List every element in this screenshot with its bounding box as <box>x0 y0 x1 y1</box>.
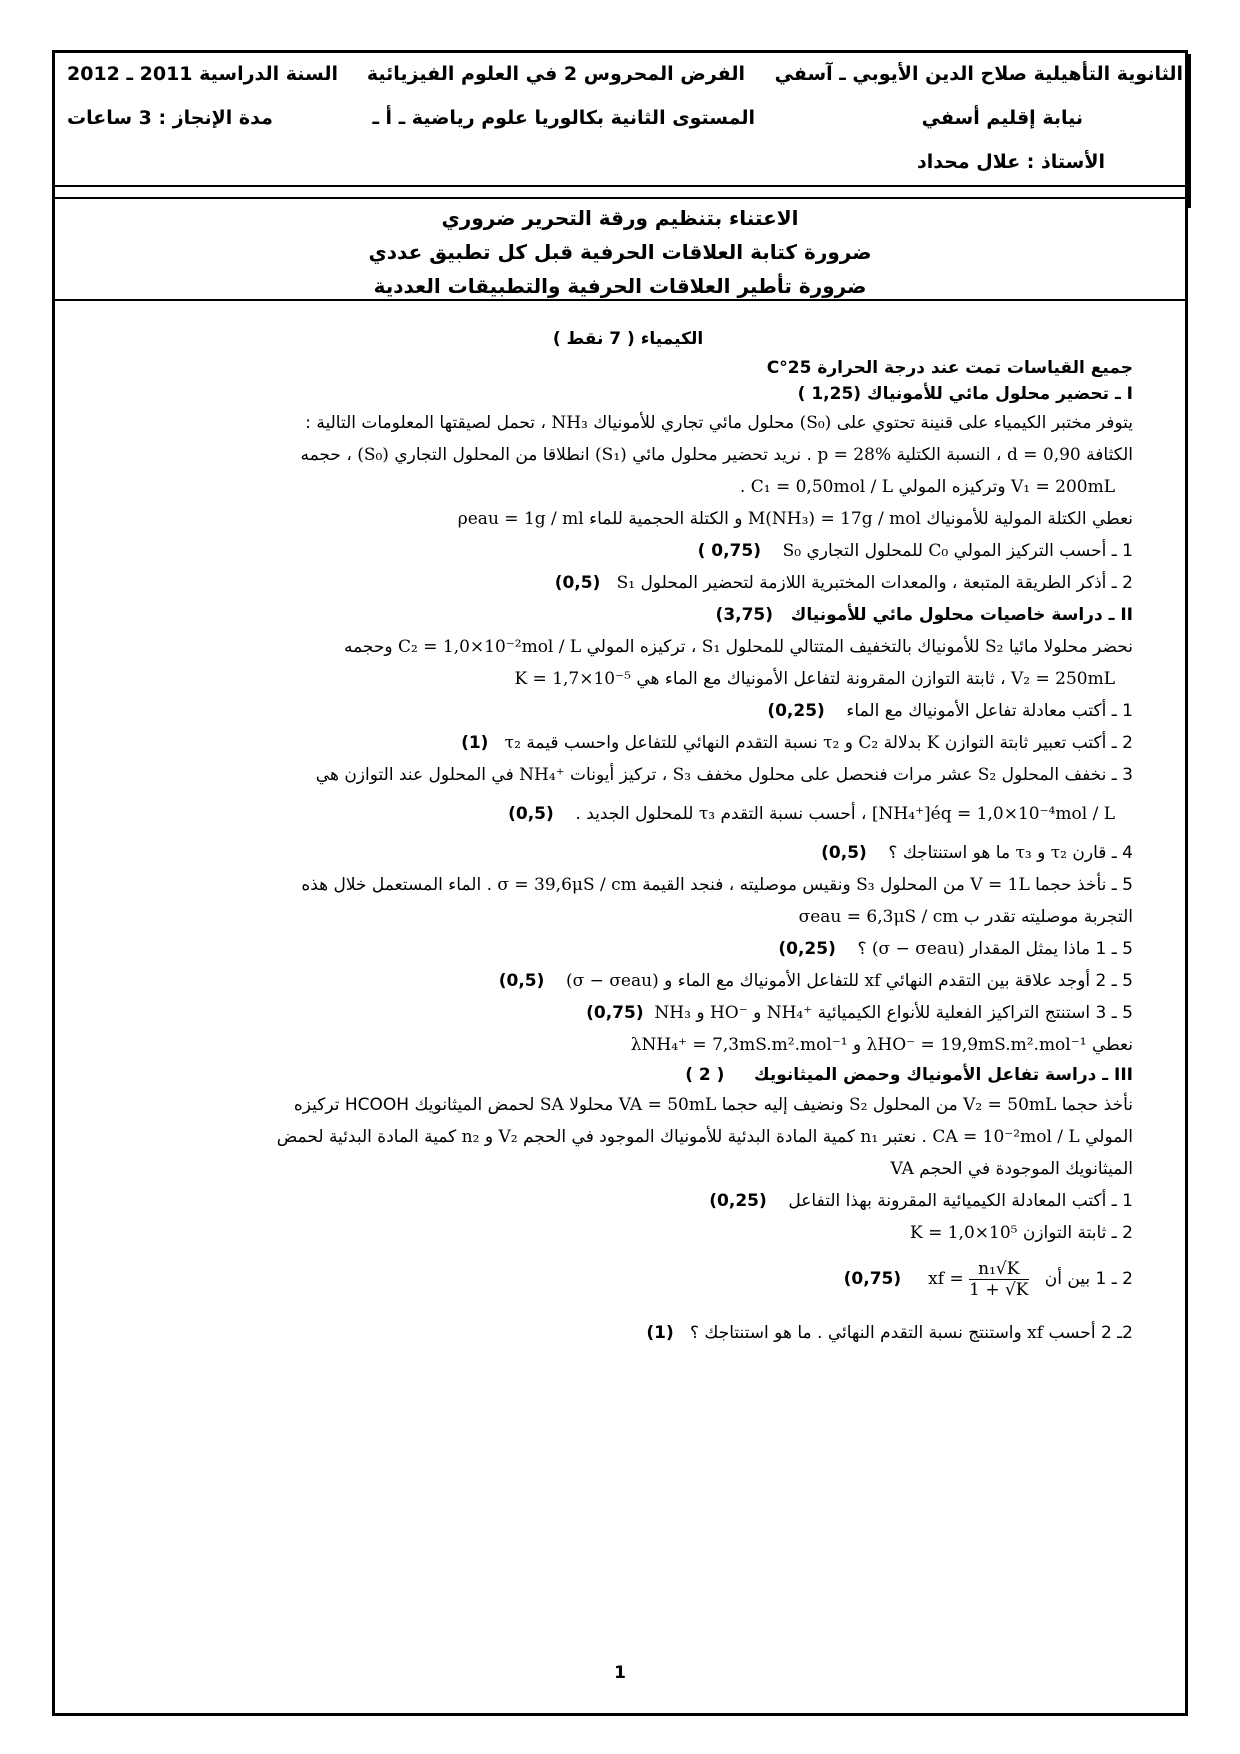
question-2-3: 3 ـ نخفف المحلول S₂ عشر مرات فنحصل على محلول مخفف S₃ ، تركيز أيونات NH₄⁺ في المحلول عند التوازن هي <box>315 765 1133 785</box>
conductivity-data: نعطي λHO⁻ = 19,9mS.m².mol⁻¹ و λNH₄⁺ = 7,3mS.m².mol⁻¹ <box>630 1035 1133 1055</box>
question-3-2: 2 ـ ثابتة التوازن K = 1,0×10⁵ <box>909 1223 1133 1243</box>
page-number: 1 <box>614 1663 626 1683</box>
page-frame <box>52 50 1188 1716</box>
section-2-title: II ـ دراسة خاصيات محلول مائي للأمونياك (3,75) <box>123 599 1133 631</box>
header-divider-top <box>55 185 1185 187</box>
temp-note: جميع القياسات تمت عند درجة الحرارة 25°C <box>766 358 1133 378</box>
points-badge: (0,5) <box>554 573 601 593</box>
question-2-5-cont: التجربة موصليته تقدر ب σeau = 6,3μS / cm <box>798 907 1133 927</box>
chemistry-content <box>123 323 1133 1349</box>
frame-edge <box>1188 54 1191 208</box>
s1-line-2: الكثافة d = 0,90 ، النسبة الكتلية p = 28% . نريد تحضير محلول مائي (S₁) انطلاقا من المحلول التجاري (S₀) ، حجمه <box>300 445 1133 465</box>
points-badge: (3,75) <box>715 605 774 625</box>
teacher: الأستاذ : علال محداد <box>916 151 1105 173</box>
question-3-1: 1 ـ أكتب المعادلة الكيميائية المقرونة بهذا التفاعل (0,25) <box>123 1185 1133 1217</box>
question-2-5-1: 5 ـ 1 ماذا يمثل المقدار (σ − σeau) ؟ (0,25) <box>123 933 1133 965</box>
note-1: الاعتناء بتنظيم ورقة التحرير ضروري <box>441 206 799 230</box>
points-badge: (0,25) <box>767 701 825 721</box>
level: المستوى الثانية بكالوريا علوم رياضية ـ أ ـ <box>372 107 755 129</box>
duration: مدة الإنجاز : 3 ساعات <box>67 107 273 129</box>
delegation: نيابة إقليم أسفي <box>921 107 1083 129</box>
question-2-2: 2 ـ أكتب تعبير ثابتة التوازن K بدلالة C₂ و τ₂ نسبة التقدم النهائي للتفاعل واحسب قيمة τ₂ (1) <box>123 727 1133 759</box>
points-badge: ( 2 ) <box>685 1065 725 1085</box>
question-3-2-2: 2ـ 2 أحسب xf واستنتج نسبة التقدم النهائي . ما هو استنتاجك ؟ (1) <box>123 1317 1133 1349</box>
question-1-2: 2 ـ أذكر الطريقة المتبعة ، والمعدات المختبرية اللازمة لتحضير المحلول S₁ (0,5) <box>123 567 1133 599</box>
s1-line-4: نعطي الكتلة المولية للأمونياك M(NH₃) = 17g / mol و الكتلة الحجمية للماء ρeau = 1g / ml <box>457 509 1133 529</box>
question-1-1: 1 ـ أحسب التركيز المولي C₀ للمحلول التجاري S₀ ( 0,75) <box>123 535 1133 567</box>
school-name: الثانوية التأهيلية صلاح الدين الأيوبي ـ آسفي <box>774 63 1183 85</box>
exam-header <box>55 53 1185 213</box>
instructions-box <box>55 201 1185 316</box>
question-3-2-1: 2 ـ 1 بين أن xf = $\frac{\text{n₁√K}}{1 + √K}$ (0,75) <box>123 1249 1133 1309</box>
s3-line-3: الميثانويك الموجودة في الحجم VA <box>890 1159 1133 1179</box>
points-badge: (0,75) <box>586 1003 644 1023</box>
note-3: ضرورة تأطير العلاقات الحرفية والتطبيقات العددية <box>373 274 867 298</box>
question-2-5: 5 ـ نأخذ حجما V = 1L من المحلول S₃ ونقيس موصليته ، فنجد القيمة σ = 39,6μS / cm . الماء المستعمل خلال هذه <box>301 875 1133 895</box>
points-badge: (0,75) <box>843 1269 902 1289</box>
points-badge: (1) <box>461 733 489 753</box>
points-badge: ( 0,75) <box>697 541 761 561</box>
points-badge: (0,5) <box>498 971 545 991</box>
question-2-4: 4 ـ قارن τ₂ و τ₃ ما هو استنتاجك ؟ (0,5) <box>123 837 1133 869</box>
chem-title: الكيمياء ( 7 نقط ) <box>552 329 704 349</box>
points-badge: (0,25) <box>778 939 836 959</box>
s3-line-1: نأخذ حجما V₂ = 50mL من المحلول S₂ ونضيف إليه حجما VA = 50mL محلولا SA لحمض الميثانويك HCOOH تركيزه <box>293 1095 1133 1115</box>
school-year: السنة الدراسية 2011 ـ 2012 <box>67 63 339 85</box>
exam-title: الفرض المحروس 2 في العلوم الفيزيائية <box>366 63 745 85</box>
header-divider-bottom <box>55 197 1185 199</box>
formula-fraction: $\frac{\text{n₁√K}}{1 + √K}$ <box>969 1259 1029 1300</box>
s2-line-2: V₂ = 250mL ، ثابتة التوازن المقرونة لتفاعل الأمونياك مع الماء هي K = 1,7×10⁻⁵ <box>514 669 1115 689</box>
s1-line-1: يتوفر مختبر الكيمياء على قنينة تحتوي على (S₀) محلول مائي تجاري للأمونياك NH₃ ، تحمل لصيقتها المعلومات التالية : <box>305 413 1133 433</box>
s3-line-2: المولي CA = 10⁻²mol / L . نعتبر n₁ كمية المادة البدئية للأمونياك الموجود في الحجم V₂ و n₂ كمية المادة البدئية لحمض <box>276 1127 1133 1147</box>
points-badge: (0,5) <box>821 843 867 863</box>
points-badge: (0,25) <box>709 1191 767 1211</box>
section-3-title: III ـ دراسة تفاعل الأمونياك وحمض الميثانويك ( 2 ) <box>123 1061 1133 1089</box>
question-2-3-cont: [NH₄⁺]éq = 1,0×10⁻⁴mol / L ، أحسب نسبة التقدم τ₃ للمحلول الجديد . (0,5) <box>123 791 1133 837</box>
question-2-1: 1 ـ أكتب معادلة تفاعل الأمونياك مع الماء (0,25) <box>123 695 1133 727</box>
points-badge: (0,5) <box>508 804 554 824</box>
question-2-5-2: 5 ـ 2 أوجد علاقة بين التقدم النهائي xf للتفاعل الأمونياك مع الماء و (σ − σeau) (0,5) <box>123 965 1133 997</box>
s1-line-3: V₁ = 200mL وتركيزه المولي C₁ = 0,50mol / L . <box>739 477 1115 497</box>
s2-line-1: نحضر محلولا مائيا S₂ للأمونياك بالتخفيف المتتالي للمحلول S₁ ، تركيزه المولي C₂ = 1,0×10⁻²mol / L وحجمه <box>343 637 1133 657</box>
points-badge: (1) <box>646 1323 674 1343</box>
question-2-5-3: 5 ـ 3 استنتج التراكيز الفعلية للأنواع الكيميائية NH₄⁺ و HO⁻ و NH₃ (0,75) <box>123 997 1133 1029</box>
note-2: ضرورة كتابة العلاقات الحرفية قبل كل تطبيق عددي <box>368 240 872 264</box>
section-1-title: I ـ تحضير محلول مائي للأمونياك (1,25 ) <box>797 384 1133 404</box>
